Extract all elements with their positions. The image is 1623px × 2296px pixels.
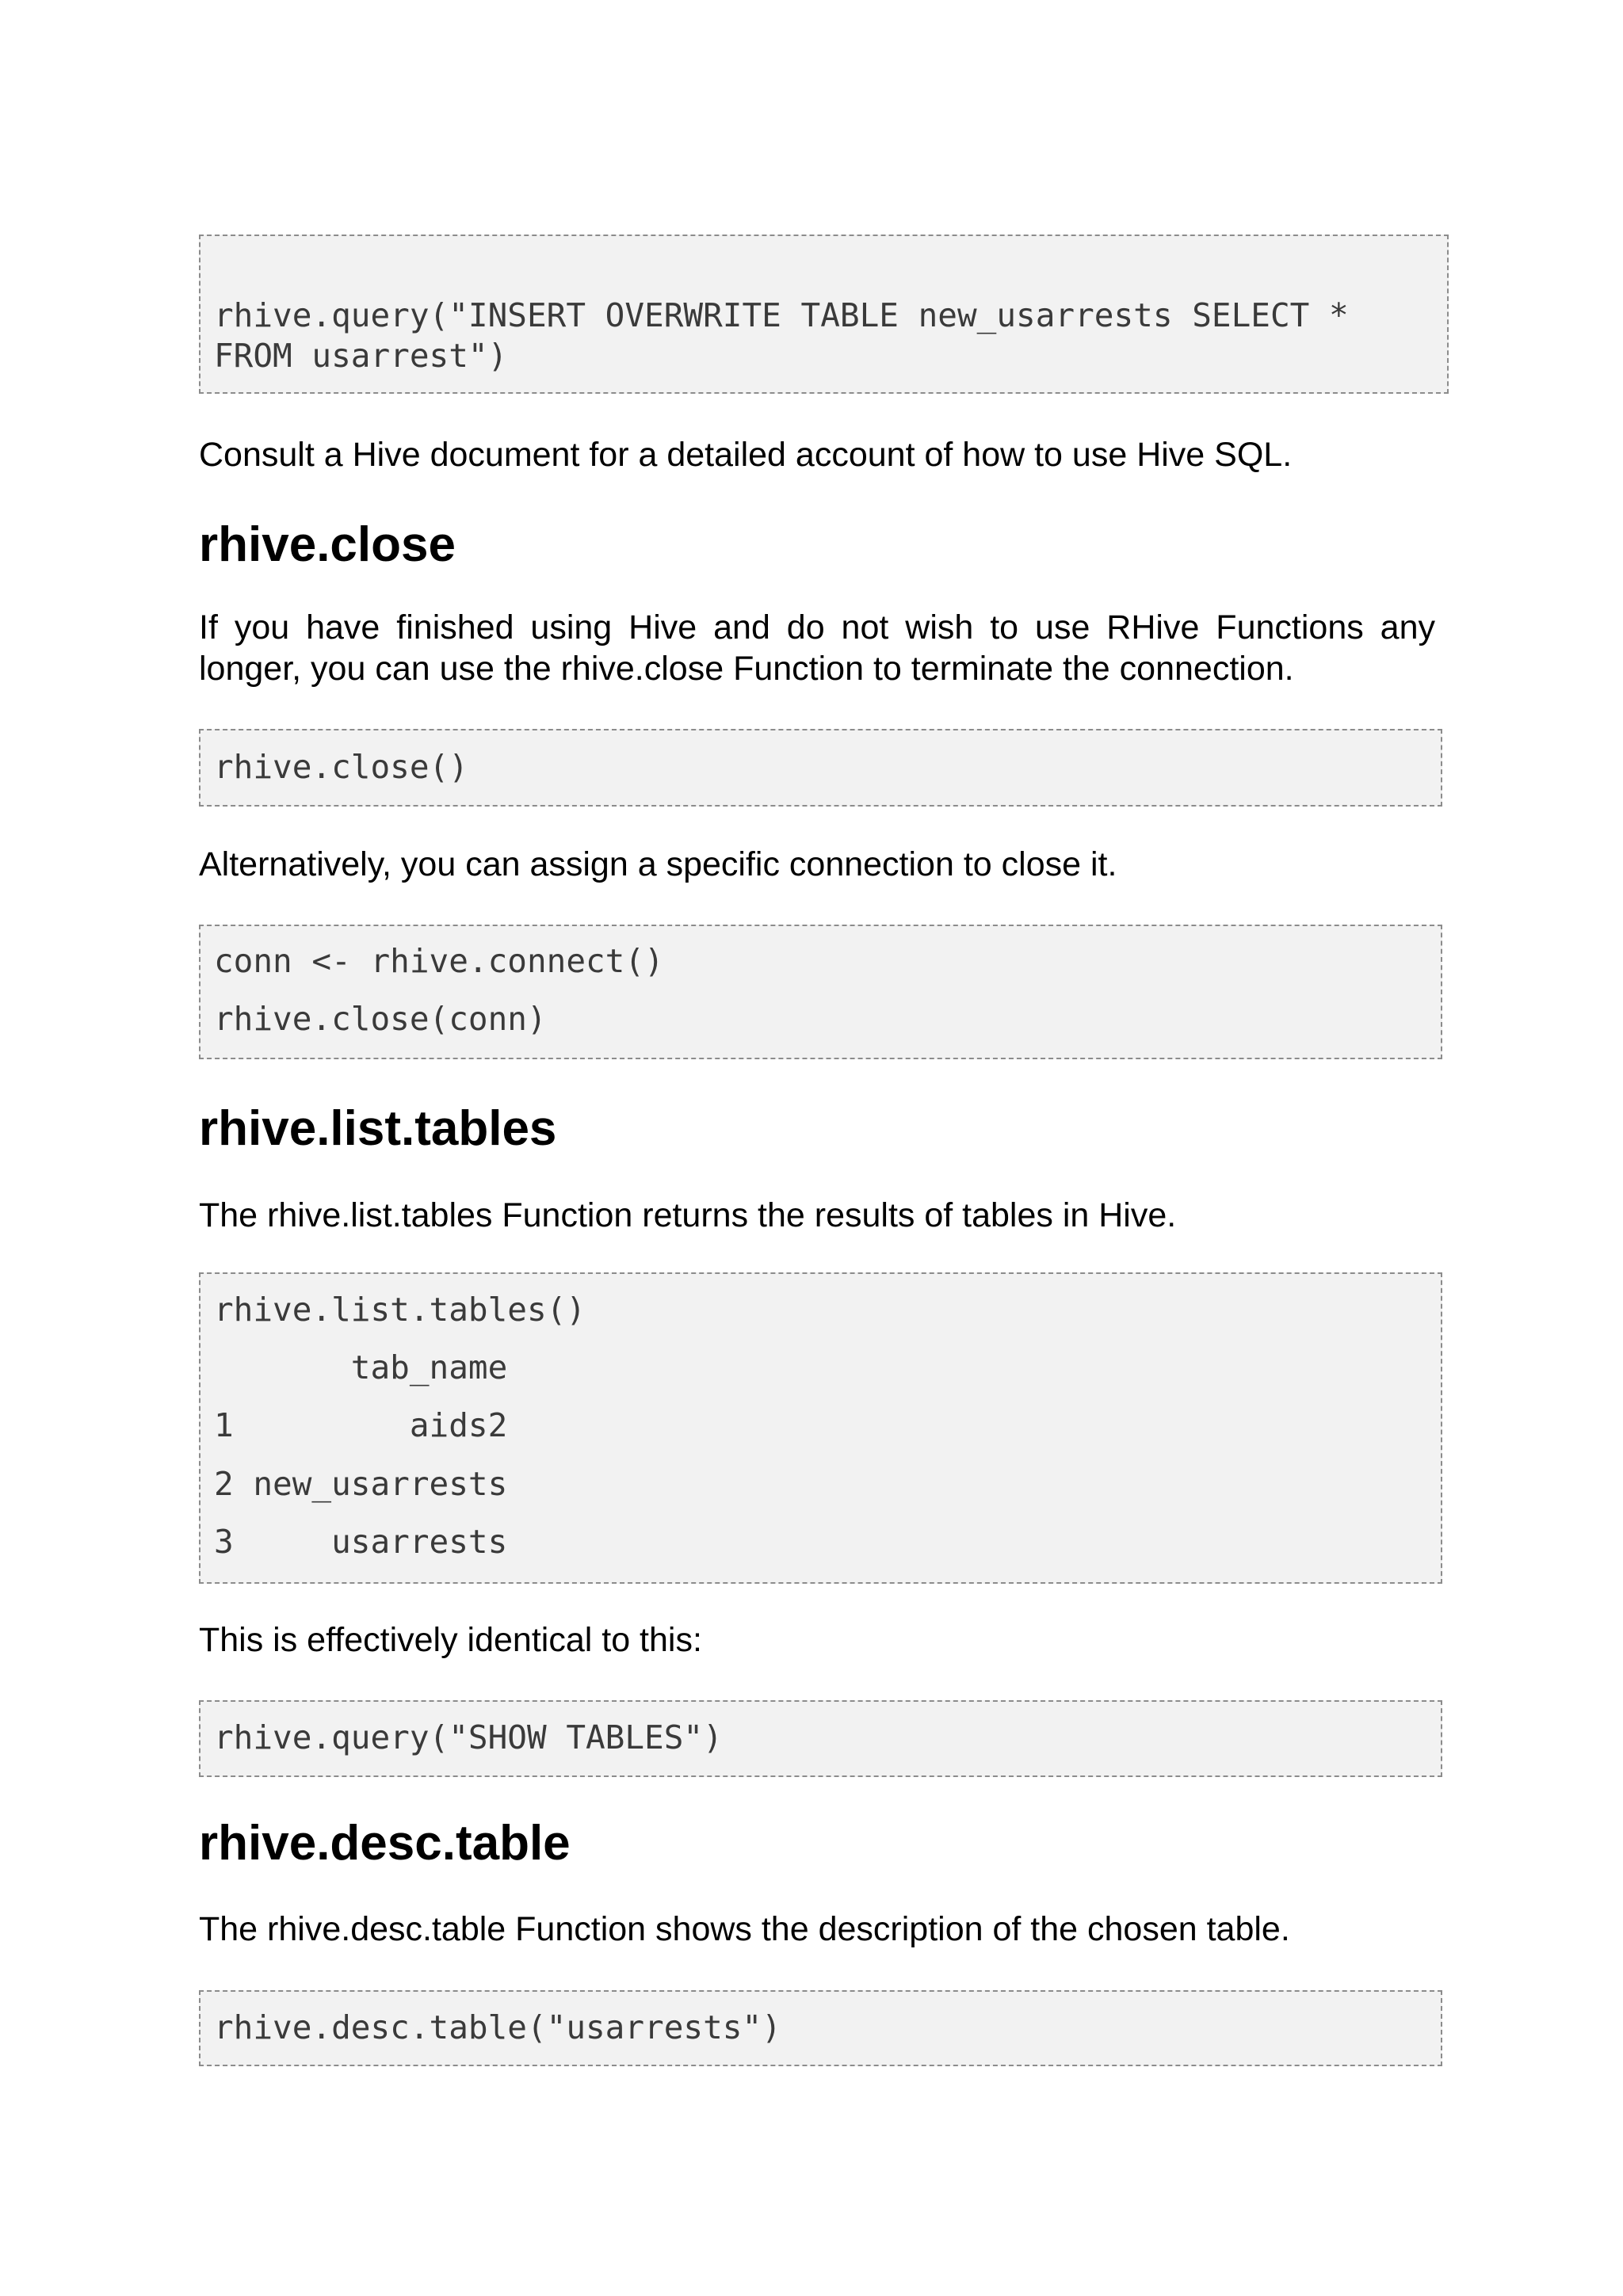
paragraph-rhive-close-description: If you have finished using Hive and do not wish to use RHive Functions any longer, you can use the rhive.close Function to terminate the connection. (199, 608, 1435, 688)
code-line: 3 usarrests (214, 1523, 508, 1561)
code-line: rhive.list.tables() (214, 1291, 586, 1329)
heading-rhive-list-tables: rhive.list.tables (199, 1101, 557, 1156)
heading-rhive-desc-table: rhive.desc.table (199, 1816, 571, 1871)
paragraph-effectively-identical: This is effectively identical to this: (199, 1621, 702, 1659)
code-block-rhive-close (199, 729, 1442, 807)
code-line: rhive.close() (214, 748, 468, 786)
code-line: rhive.close(conn) (214, 1000, 547, 1038)
paragraph-alternatively: Alternatively, you can assign a specific connection to close it. (199, 845, 1117, 883)
code-line: tab_name (214, 1348, 508, 1386)
paragraph-consult-hive: Consult a Hive document for a detailed account of how to use Hive SQL. (199, 436, 1293, 474)
code-block-rhive-connect-close (199, 925, 1442, 1059)
code-line: conn <- rhive.connect() (214, 942, 664, 980)
code-block-show-tables (199, 1700, 1442, 1777)
code-line: 1 aids2 (214, 1406, 508, 1444)
code-block-list-tables-output (199, 1272, 1442, 1584)
paragraph-list-tables-description: The rhive.list.tables Function returns the results of tables in Hive. (199, 1196, 1177, 1234)
code-line: FROM usarrest") (214, 337, 508, 375)
paragraph-desc-table-description: The rhive.desc.table Function shows the description of the chosen table. (199, 1910, 1290, 1948)
heading-rhive-close: rhive.close (199, 517, 456, 572)
code-line: rhive.query("INSERT OVERWRITE TABLE new_usarrests SELECT * (214, 296, 1349, 334)
code-line: rhive.query("SHOW TABLES") (214, 1718, 723, 1756)
code-line: rhive.desc.table("usarrests") (214, 2008, 781, 2046)
code-block-desc-table (199, 1990, 1442, 2066)
code-line: 2 new_usarrests (214, 1465, 508, 1503)
code-block-insert-overwrite (199, 235, 1449, 394)
